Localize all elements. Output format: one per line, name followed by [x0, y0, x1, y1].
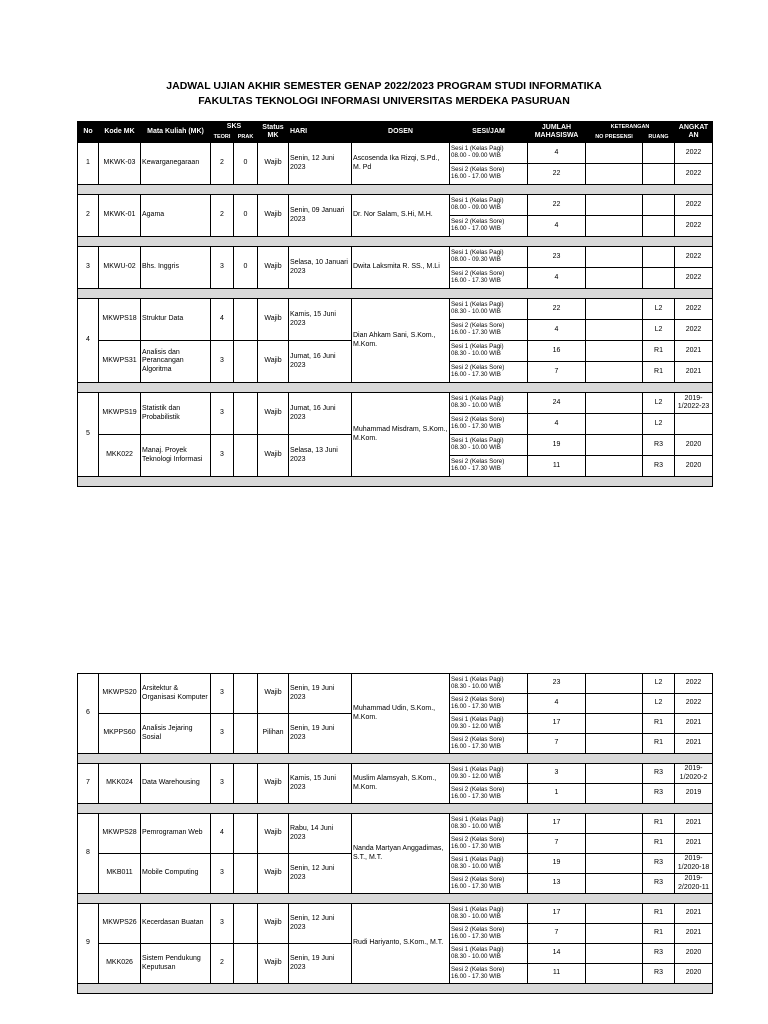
cell-ruang: R3 [643, 854, 675, 874]
cell-jumlah-mahasiswa: 17 [528, 714, 586, 734]
cell-sesi: Sesi 2 (Kelas Sore) 16.00 - 17.30 WIB [450, 834, 528, 854]
cell-mata-kuliah: Struktur Data [141, 299, 211, 341]
cell-angkatan: 2021 [675, 714, 713, 734]
header-hari: HARI [289, 122, 352, 143]
cell-sesi: Sesi 1 (Kelas Pagi) 08.00 - 09.00 WIB [450, 195, 528, 216]
group-separator [78, 185, 713, 195]
group-separator [78, 289, 713, 299]
cell-no-presensi [586, 456, 643, 477]
cell-mata-kuliah: Analisis Jejaring Sosial [141, 714, 211, 754]
cell-jumlah-mahasiswa: 22 [528, 195, 586, 216]
cell-status-mk: Pilihan [258, 714, 289, 754]
cell-dosen: Muhammad Misdram, S.Kom., M.Kom. [352, 393, 450, 477]
cell-kode-mk: MKK026 [99, 944, 141, 984]
cell-mata-kuliah: Statistik dan Probabilistik [141, 393, 211, 435]
cell-hari: Rabu, 14 Juni 2023 [289, 814, 352, 854]
cell-jumlah-mahasiswa: 17 [528, 814, 586, 834]
cell-angkatan: 2020 [675, 964, 713, 984]
cell-sesi: Sesi 2 (Kelas Sore) 16.00 - 17.30 WIB [450, 784, 528, 804]
schedule-table-continued [77, 673, 713, 994]
cell-ruang: R3 [643, 944, 675, 964]
separator-cell [78, 804, 713, 814]
cell-ruang: R3 [643, 456, 675, 477]
cell-ruang: R3 [643, 764, 675, 784]
cell-sks-teori: 3 [211, 854, 234, 894]
cell-sesi: Sesi 1 (Kelas Pagi) 08.30 - 10.00 WIB [450, 299, 528, 320]
cell-ruang: R3 [643, 874, 675, 894]
cell-sks-teori: 4 [211, 814, 234, 854]
cell-mata-kuliah: Arsitektur & Organisasi Komputer [141, 674, 211, 714]
cell-no-presensi [586, 143, 643, 164]
cell-sesi: Sesi 2 (Kelas Sore) 16.00 - 17.30 WIB [450, 924, 528, 944]
cell-no-presensi [586, 320, 643, 341]
header-prak: PRAK [234, 133, 258, 143]
cell-angkatan: 2022 [675, 143, 713, 164]
cell-sks-teori: 3 [211, 393, 234, 435]
cell-kode-mk: MKWPS26 [99, 904, 141, 944]
cell-sks-teori: 3 [211, 904, 234, 944]
cell-mata-kuliah: Pemrograman Web [141, 814, 211, 854]
cell-angkatan [675, 414, 713, 435]
cell-status-mk: Wajib [258, 814, 289, 854]
cell-status-mk: Wajib [258, 393, 289, 435]
cell-hari: Senin, 19 Juni 2023 [289, 714, 352, 754]
cell-no-presensi [586, 814, 643, 834]
cell-ruang: R1 [643, 924, 675, 944]
cell-ruang: R1 [643, 814, 675, 834]
header-presensi: NO PRESENSI [586, 133, 643, 143]
cell-hari: Jumat, 16 Juni 2023 [289, 393, 352, 435]
separator-cell [78, 383, 713, 393]
cell-sks-prak [234, 674, 258, 714]
cell-sks-teori: 3 [211, 247, 234, 289]
cell-status-mk: Wajib [258, 143, 289, 185]
cell-sks-prak [234, 341, 258, 383]
cell-angkatan: 2022 [675, 268, 713, 289]
group-separator [78, 754, 713, 764]
cell-sks-prak [234, 714, 258, 754]
cell-no-presensi [586, 341, 643, 362]
cell-ruang: R3 [643, 784, 675, 804]
separator-cell [78, 185, 713, 195]
cell-mata-kuliah: Sistem Pendukung Keputusan [141, 944, 211, 984]
cell-no-presensi [586, 944, 643, 964]
header-no: No [78, 122, 99, 143]
cell-no-presensi [586, 784, 643, 804]
cell-mata-kuliah: Kecerdasan Buatan [141, 904, 211, 944]
cell-ruang [643, 143, 675, 164]
document-subtitle: FAKULTAS TEKNOLOGI INFORMASI UNIVERSITAS MERDEKA PASURUAN [198, 95, 570, 107]
cell-jumlah-mahasiswa: 22 [528, 164, 586, 185]
group-separator [78, 984, 713, 994]
cell-jumlah-mahasiswa: 22 [528, 299, 586, 320]
cell-kode-mk: MKWK-03 [99, 143, 141, 185]
cell-status-mk: Wajib [258, 944, 289, 984]
cell-mata-kuliah: Data Warehousing [141, 764, 211, 804]
header-kode: Kode MK [99, 122, 141, 143]
cell-angkatan: 2021 [675, 362, 713, 383]
cell-no-presensi [586, 874, 643, 894]
cell-sks-prak: 0 [234, 143, 258, 185]
cell-sks-teori: 2 [211, 143, 234, 185]
cell-ruang: L2 [643, 694, 675, 714]
cell-no-presensi [586, 964, 643, 984]
cell-sks-teori: 3 [211, 714, 234, 754]
cell-sesi: Sesi 2 (Kelas Sore) 16.00 - 17.30 WIB [450, 362, 528, 383]
cell-jumlah-mahasiswa: 7 [528, 924, 586, 944]
cell-ruang: R1 [643, 341, 675, 362]
cell-sesi: Sesi 2 (Kelas Sore) 16.00 - 17.30 WIB [450, 694, 528, 714]
cell-hari: Senin, 12 Juni 2023 [289, 143, 352, 185]
cell-angkatan: 2019-2/2020-11 [675, 874, 713, 894]
cell-jumlah-mahasiswa: 14 [528, 944, 586, 964]
cell-sesi: Sesi 2 (Kelas Sore) 16.00 - 17.30 WIB [450, 320, 528, 341]
cell-sesi: Sesi 1 (Kelas Pagi) 08.00 - 09.30 WIB [450, 247, 528, 268]
separator-cell [78, 984, 713, 994]
cell-status-mk: Wajib [258, 435, 289, 477]
cell-ruang [643, 268, 675, 289]
cell-jumlah-mahasiswa: 1 [528, 784, 586, 804]
cell-jumlah-mahasiswa: 11 [528, 964, 586, 984]
cell-mata-kuliah: Manaj. Proyek Teknologi Informasi [141, 435, 211, 477]
cell-jumlah-mahasiswa: 7 [528, 834, 586, 854]
cell-ruang: R1 [643, 834, 675, 854]
separator-cell [78, 477, 713, 487]
cell-sesi: Sesi 1 (Kelas Pagi) 09.30 - 12.00 WIB [450, 714, 528, 734]
cell-ruang [643, 164, 675, 185]
cell-sesi: Sesi 2 (Kelas Sore) 16.00 - 17.30 WIB [450, 414, 528, 435]
cell-angkatan: 2019-1/2020-2 [675, 764, 713, 784]
cell-ruang [643, 195, 675, 216]
cell-angkatan: 2021 [675, 924, 713, 944]
cell-sesi: Sesi 1 (Kelas Pagi) 08.30 - 10.00 WIB [450, 854, 528, 874]
cell-no-presensi [586, 834, 643, 854]
cell-status-mk: Wajib [258, 764, 289, 804]
cell-sesi: Sesi 1 (Kelas Pagi) 09.30 - 12.00 WIB [450, 764, 528, 784]
cell-sks-prak [234, 764, 258, 804]
cell-sesi: Sesi 2 (Kelas Sore) 16.00 - 17.30 WIB [450, 874, 528, 894]
cell-mata-kuliah: Bhs. Inggris [141, 247, 211, 289]
cell-ruang: R3 [643, 435, 675, 456]
header-sesi: SESI/JAM [450, 122, 528, 143]
cell-angkatan: 2022 [675, 195, 713, 216]
header-sks: SKS [211, 122, 258, 133]
cell-sks-prak [234, 814, 258, 854]
cell-jumlah-mahasiswa: 4 [528, 414, 586, 435]
cell-no-presensi [586, 216, 643, 237]
cell-no: 8 [78, 814, 99, 894]
cell-sks-teori: 2 [211, 944, 234, 984]
cell-angkatan: 2022 [675, 247, 713, 268]
cell-no-presensi [586, 734, 643, 754]
cell-ruang: L2 [643, 674, 675, 694]
cell-sks-prak [234, 904, 258, 944]
cell-sks-prak [234, 435, 258, 477]
cell-hari: Senin, 19 Juni 2023 [289, 674, 352, 714]
separator-cell [78, 237, 713, 247]
cell-ruang: R1 [643, 734, 675, 754]
cell-jumlah-mahasiswa: 19 [528, 854, 586, 874]
cell-jumlah-mahasiswa: 16 [528, 341, 586, 362]
cell-kode-mk: MKWPS28 [99, 814, 141, 854]
cell-ruang: R1 [643, 362, 675, 383]
cell-jumlah-mahasiswa: 24 [528, 393, 586, 414]
cell-sesi: Sesi 1 (Kelas Pagi) 08.30 - 10.00 WIB [450, 674, 528, 694]
cell-sks-teori: 3 [211, 764, 234, 804]
cell-no-presensi [586, 714, 643, 734]
cell-no-presensi [586, 299, 643, 320]
table-row [78, 814, 713, 834]
header-status: Status MK [258, 122, 289, 143]
cell-angkatan: 2021 [675, 341, 713, 362]
schedule-table [77, 121, 713, 487]
cell-dosen: Muslim Alamsyah, S.Kom., M.Kom. [352, 764, 450, 804]
cell-ruang [643, 247, 675, 268]
cell-jumlah-mahasiswa: 4 [528, 320, 586, 341]
cell-kode-mk: MKWPS31 [99, 341, 141, 383]
cell-no-presensi [586, 362, 643, 383]
cell-no: 6 [78, 674, 99, 754]
cell-mata-kuliah: Analisis dan Perancangan Algoritma [141, 341, 211, 383]
cell-no-presensi [586, 393, 643, 414]
cell-status-mk: Wajib [258, 341, 289, 383]
cell-sesi: Sesi 1 (Kelas Pagi) 08.30 - 10.00 WIB [450, 435, 528, 456]
cell-sesi: Sesi 2 (Kelas Sore) 16.00 - 17.00 WIB [450, 216, 528, 237]
separator-cell [78, 289, 713, 299]
cell-angkatan: 2022 [675, 216, 713, 237]
header-dosen: DOSEN [352, 122, 450, 143]
table-row [78, 299, 713, 320]
cell-ruang: L2 [643, 414, 675, 435]
cell-sesi: Sesi 2 (Kelas Sore) 16.00 - 17.30 WIB [450, 268, 528, 289]
cell-no-presensi [586, 924, 643, 944]
cell-no: 1 [78, 143, 99, 185]
cell-hari: Senin, 09 Januari 2023 [289, 195, 352, 237]
cell-ruang: L2 [643, 393, 675, 414]
cell-ruang: R3 [643, 964, 675, 984]
cell-no-presensi [586, 764, 643, 784]
cell-no-presensi [586, 694, 643, 714]
cell-sesi: Sesi 2 (Kelas Sore) 16.00 - 17.30 WIB [450, 964, 528, 984]
cell-no-presensi [586, 414, 643, 435]
cell-sesi: Sesi 2 (Kelas Sore) 16.00 - 17.00 WIB [450, 164, 528, 185]
cell-kode-mk: MKWU-02 [99, 247, 141, 289]
group-separator [78, 894, 713, 904]
table-row [78, 247, 713, 268]
cell-sesi: Sesi 2 (Kelas Sore) 16.00 - 17.30 WIB [450, 734, 528, 754]
cell-jumlah-mahasiswa: 4 [528, 216, 586, 237]
cell-sks-prak: 0 [234, 247, 258, 289]
cell-no-presensi [586, 674, 643, 694]
cell-jumlah-mahasiswa: 19 [528, 435, 586, 456]
cell-mata-kuliah: Kewarganegaraan [141, 143, 211, 185]
cell-ruang: L2 [643, 320, 675, 341]
cell-dosen: Ascosenda Ika Rizqi, S.Pd., M. Pd [352, 143, 450, 185]
cell-dosen: Nanda Martyan Anggadimas, S.T., M.T. [352, 814, 450, 894]
cell-status-mk: Wajib [258, 195, 289, 237]
cell-kode-mk: MKWPS20 [99, 674, 141, 714]
cell-angkatan: 2020 [675, 456, 713, 477]
cell-hari: Senin, 12 Juni 2023 [289, 904, 352, 944]
cell-no-presensi [586, 247, 643, 268]
cell-no: 4 [78, 299, 99, 383]
cell-mata-kuliah: Mobile Computing [141, 854, 211, 894]
cell-no-presensi [586, 164, 643, 185]
cell-angkatan: 2022 [675, 694, 713, 714]
cell-kode-mk: MKWK-01 [99, 195, 141, 237]
cell-sesi: Sesi 1 (Kelas Pagi) 08.30 - 10.00 WIB [450, 944, 528, 964]
cell-hari: Selasa, 10 Januari 2023 [289, 247, 352, 289]
cell-status-mk: Wajib [258, 854, 289, 894]
cell-ruang [643, 216, 675, 237]
cell-sks-teori: 3 [211, 341, 234, 383]
cell-sks-prak [234, 299, 258, 341]
cell-jumlah-mahasiswa: 4 [528, 143, 586, 164]
header-teori: TEORI [211, 133, 234, 143]
cell-no-presensi [586, 195, 643, 216]
cell-sks-teori: 3 [211, 435, 234, 477]
separator-cell [78, 754, 713, 764]
cell-no-presensi [586, 435, 643, 456]
header-angkatan: ANGKAT AN [675, 122, 713, 143]
cell-kode-mk: MKK024 [99, 764, 141, 804]
cell-dosen: Rudi Hariyanto, S.Kom., M.T. [352, 904, 450, 984]
cell-sesi: Sesi 1 (Kelas Pagi) 08.30 - 10.00 WIB [450, 341, 528, 362]
cell-sks-teori: 2 [211, 195, 234, 237]
cell-hari: Kamis, 15 Juni 2023 [289, 764, 352, 804]
cell-no-presensi [586, 904, 643, 924]
cell-no: 2 [78, 195, 99, 237]
cell-angkatan: 2020 [675, 944, 713, 964]
cell-kode-mk: MKPPS60 [99, 714, 141, 754]
cell-status-mk: Wajib [258, 299, 289, 341]
cell-jumlah-mahasiswa: 23 [528, 674, 586, 694]
header-keterangan: KETERANGAN [586, 122, 675, 133]
separator-cell [78, 894, 713, 904]
cell-kode-mk: MKK022 [99, 435, 141, 477]
cell-no: 5 [78, 393, 99, 477]
cell-angkatan: 2022 [675, 674, 713, 694]
cell-sesi: Sesi 1 (Kelas Pagi) 08.00 - 09.00 WIB [450, 143, 528, 164]
table-row [78, 674, 713, 694]
group-separator [78, 383, 713, 393]
cell-hari: Kamis, 15 Juni 2023 [289, 299, 352, 341]
cell-dosen: Dwita Laksmita R. SS., M.Li [352, 247, 450, 289]
cell-angkatan: 2021 [675, 904, 713, 924]
cell-sks-prak [234, 393, 258, 435]
cell-angkatan: 2021 [675, 734, 713, 754]
cell-kode-mk: MKWPS18 [99, 299, 141, 341]
cell-jumlah-mahasiswa: 23 [528, 247, 586, 268]
cell-kode-mk: MKB011 [99, 854, 141, 894]
cell-jumlah-mahasiswa: 13 [528, 874, 586, 894]
group-separator [78, 237, 713, 247]
cell-sks-prak: 0 [234, 195, 258, 237]
cell-hari: Jumat, 16 Juni 2023 [289, 341, 352, 383]
table-row [78, 143, 713, 164]
cell-angkatan: 2022 [675, 320, 713, 341]
cell-sks-teori: 3 [211, 674, 234, 714]
cell-ruang: L2 [643, 299, 675, 320]
cell-mata-kuliah: Agama [141, 195, 211, 237]
cell-jumlah-mahasiswa: 4 [528, 268, 586, 289]
header-ruang: RUANG [643, 133, 675, 143]
cell-angkatan: 2021 [675, 834, 713, 854]
cell-no: 9 [78, 904, 99, 984]
cell-no: 7 [78, 764, 99, 804]
header-mata-kuliah: Mata Kuliah (MK) [141, 122, 211, 143]
cell-sks-prak [234, 854, 258, 894]
cell-sks-prak [234, 944, 258, 984]
cell-dosen: Dr. Nor Salam, S.Hi, M.H. [352, 195, 450, 237]
cell-angkatan: 2022 [675, 164, 713, 185]
cell-jumlah-mahasiswa: 7 [528, 734, 586, 754]
table-row [78, 393, 713, 414]
cell-hari: Selasa, 13 Juni 2023 [289, 435, 352, 477]
cell-angkatan: 2019-1/2020-18 [675, 854, 713, 874]
cell-angkatan: 2021 [675, 814, 713, 834]
cell-jumlah-mahasiswa: 7 [528, 362, 586, 383]
cell-no-presensi [586, 854, 643, 874]
table-row [78, 764, 713, 784]
cell-dosen: Dian Ahkam Sani, S.Kom., M.Kom. [352, 299, 450, 383]
cell-ruang: R1 [643, 714, 675, 734]
cell-angkatan: 2022 [675, 299, 713, 320]
table-row [78, 195, 713, 216]
cell-jumlah-mahasiswa: 4 [528, 694, 586, 714]
cell-angkatan: 2019-1/2022-23 [675, 393, 713, 414]
cell-status-mk: Wajib [258, 904, 289, 944]
cell-angkatan: 2019 [675, 784, 713, 804]
cell-no: 3 [78, 247, 99, 289]
cell-ruang: R1 [643, 904, 675, 924]
cell-angkatan: 2020 [675, 435, 713, 456]
cell-sesi: Sesi 1 (Kelas Pagi) 08.30 - 10.00 WIB [450, 393, 528, 414]
cell-jumlah-mahasiswa: 3 [528, 764, 586, 784]
cell-status-mk: Wajib [258, 247, 289, 289]
cell-kode-mk: MKWPS19 [99, 393, 141, 435]
cell-jumlah-mahasiswa: 11 [528, 456, 586, 477]
document-title: JADWAL UJIAN AKHIR SEMESTER GENAP 2022/2023 PROGRAM STUDI INFORMATIKA [166, 80, 602, 92]
cell-hari: Senin, 19 Juni 2023 [289, 944, 352, 984]
table-row [78, 904, 713, 924]
group-separator [78, 804, 713, 814]
header-jumlah: JUMLAH MAHASISWA [528, 122, 586, 143]
cell-sesi: Sesi 1 (Kelas Pagi) 08.30 - 10.00 WIB [450, 814, 528, 834]
cell-sesi: Sesi 1 (Kelas Pagi) 08.30 - 10.00 WIB [450, 904, 528, 924]
cell-sks-teori: 4 [211, 299, 234, 341]
group-separator [78, 477, 713, 487]
cell-sesi: Sesi 2 (Kelas Sore) 16.00 - 17.30 WIB [450, 456, 528, 477]
cell-hari: Senin, 12 Juni 2023 [289, 854, 352, 894]
cell-dosen: Muhammad Udin, S.Kom., M.Kom. [352, 674, 450, 754]
cell-status-mk: Wajib [258, 674, 289, 714]
cell-no-presensi [586, 268, 643, 289]
cell-jumlah-mahasiswa: 17 [528, 904, 586, 924]
